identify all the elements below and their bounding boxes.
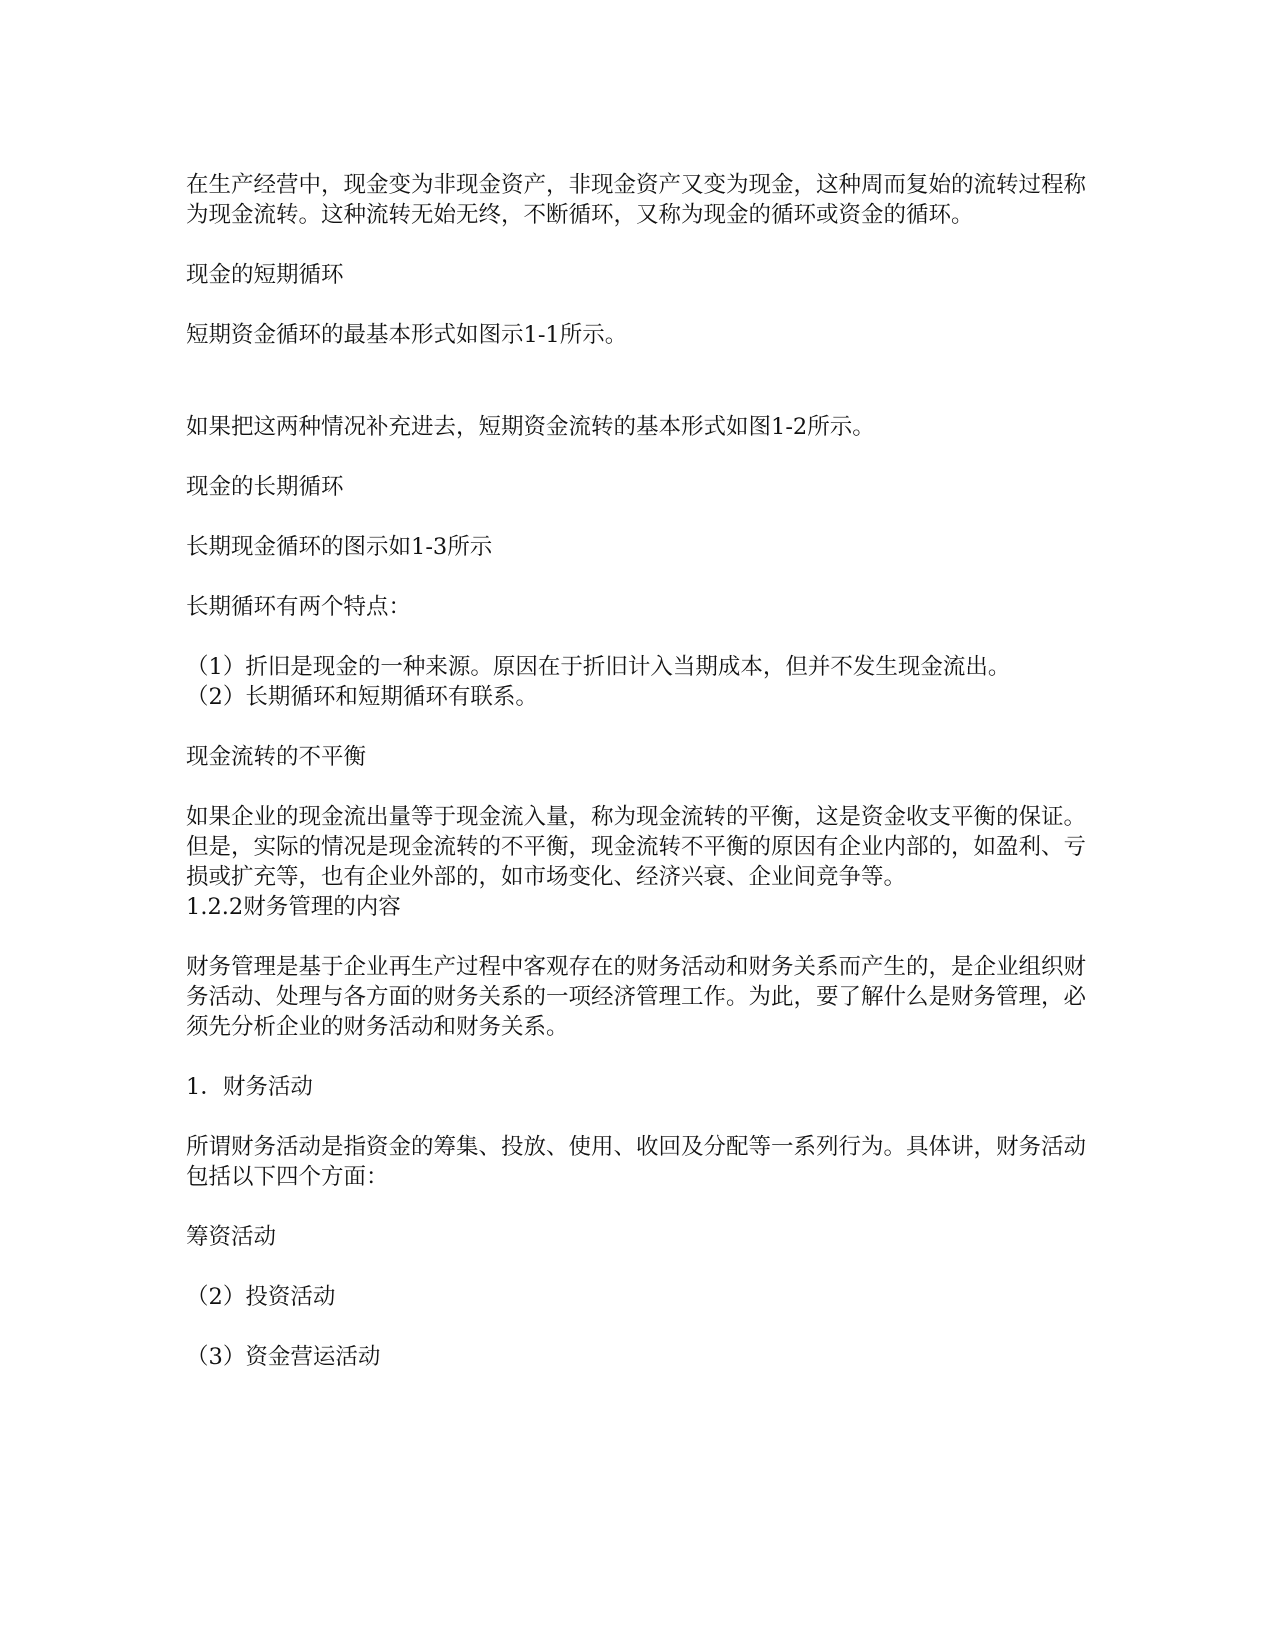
paragraph-financial-activities-definition: 所谓财务活动是指资金的筹集、投放、使用、收回及分配等一系列行为。具体讲，财务活动包括以下四个方面： bbox=[186, 1134, 1087, 1190]
list-item-operating-funds: （3）资金营运活动 bbox=[186, 1344, 381, 1370]
heading-short-term-cycle: 现金的短期循环 bbox=[186, 262, 344, 288]
heading-long-term-cycle: 现金的长期循环 bbox=[186, 474, 344, 500]
document-body bbox=[186, 170, 1091, 1372]
heading-financial-activities: 1．财务活动 bbox=[186, 1074, 313, 1100]
heading-financial-management-content: 1.2.2财务管理的内容 bbox=[186, 894, 401, 920]
paragraph-financial-management-definition: 财务管理是基于企业再生产过程中客观存在的财务活动和财务关系而产生的，是企业组织财务活动、处理与各方面的财务关系的一项经济管理工作。为此，要了解什么是财务管理，必须先分析企业的财务活动和财务关系。 bbox=[186, 954, 1087, 1040]
list-item-investment: （2）投资活动 bbox=[186, 1284, 336, 1310]
heading-cash-imbalance: 现金流转的不平衡 bbox=[186, 744, 367, 770]
paragraph-figure-1-3: 长期现金循环的图示如1-3所示 bbox=[186, 534, 493, 560]
paragraph-two-features: 长期循环有两个特点： bbox=[186, 594, 412, 620]
paragraph-figure-1-2: 如果把这两种情况补充进去，短期资金流转的基本形式如图1-2所示。 bbox=[186, 414, 875, 440]
list-item-depreciation: （1）折旧是现金的一种来源。原因在于折旧计入当期成本，但并不发生现金流出。 bbox=[186, 654, 1011, 680]
list-item-financing: 筹资活动 bbox=[186, 1224, 277, 1250]
list-item-cycle-link: （2）长期循环和短期循环有联系。 bbox=[186, 684, 538, 710]
paragraph-figure-1-1: 短期资金循环的最基本形式如图示1-1所示。 bbox=[186, 322, 628, 348]
paragraph-cash-flow-definition: 在生产经营中，现金变为非现金资产，非现金资产又变为现金，这种周而复始的流转过程称为现金流转。这种流转无始无终，不断循环，又称为现金的循环或资金的循环。 bbox=[186, 172, 1087, 228]
paragraph-cash-balance: 如果企业的现金流出量等于现金流入量，称为现金流转的平衡，这是资金收支平衡的保证。但是，实际的情况是现金流转的不平衡，现金流转不平衡的原因有企业内部的，如盈利、亏损或扩充等，也有企业外部的，如市场变化、经济兴衰、企业间竞争等。 bbox=[186, 804, 1087, 890]
